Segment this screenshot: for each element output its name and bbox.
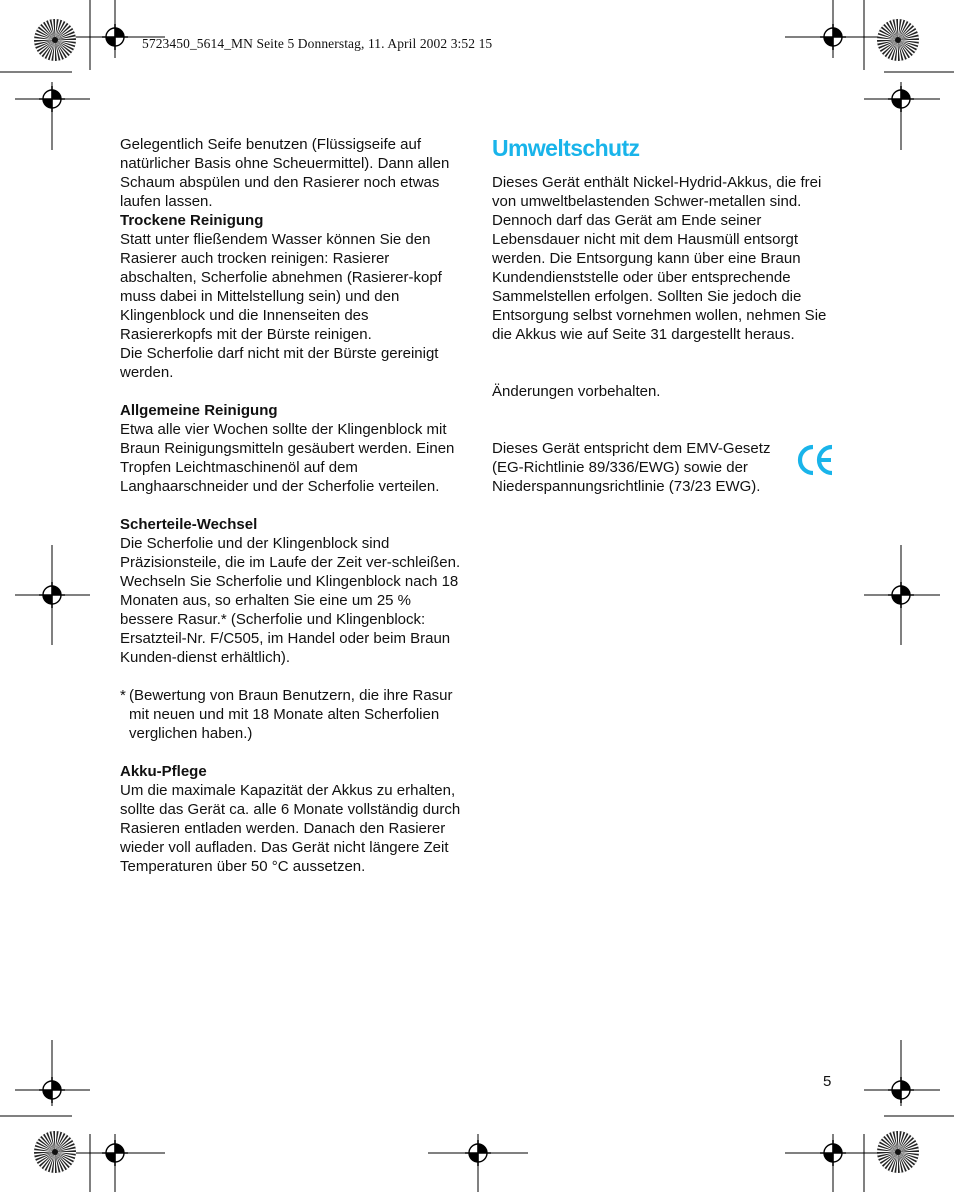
registration-mark-icon xyxy=(820,24,846,50)
dry-cleaning-heading: Trockene Reinigung xyxy=(120,212,264,229)
registration-mark-icon xyxy=(465,1140,491,1166)
print-slug-line: 5723450_5614_MN Seite 5 Donnerstag, 11. April 2002 3:52 15 xyxy=(142,36,493,51)
general-cleaning-section xyxy=(120,401,465,496)
registration-mark-icon xyxy=(102,1140,128,1166)
registration-mark-icon xyxy=(888,582,914,608)
color-wheel-icon xyxy=(34,19,76,61)
battery-care-section xyxy=(120,762,465,876)
registration-mark-icon xyxy=(39,582,65,608)
dry-cleaning-note: Die Scherfolie darf nicht mit der Bürste gereinigt werden. xyxy=(120,345,439,381)
parts-change-heading: Scherteile-Wechsel xyxy=(120,516,258,533)
ce-mark-icon xyxy=(796,443,834,477)
registration-mark-icon xyxy=(39,1077,65,1103)
dry-cleaning-text: Statt unter fließendem Wasser können Sie den Rasierer auch trocken reinigen: Rasierer abschalten, Scherfolie abnehmen (Rasierer-kopf muss dabei in Mittelstellung sein) und den Klingenblock und die Innenseiten des Rasiererkopfs mit der Bürste reinigen. xyxy=(120,231,442,343)
environment-text: Dieses Gerät enthält Nickel-Hydrid-Akkus, die frei von umweltbelastenden Schwer-metallen sind. Dennoch darf das Gerät am Ende seiner Lebensdauer nicht mit dem Hausmüll entsorgt werden. Die Entsorgung kann über eine Braun Kundendienststelle oder über entsprechende Sammelstellen erfolgen. Sollten Sie jedoch die Entsorgung selbst vornehmen wollen, nehmen Sie die Akkus wie auf Seite 31 dargestellt heraus. xyxy=(492,174,827,343)
parts-change-section xyxy=(120,515,465,667)
battery-care-text: Um die maximale Kapazität der Akkus zu erhalten, sollte das Gerät ca. alle 6 Monate vollständig durch Rasieren entladen werden. Danach den Rasierer wieder voll aufladen. Das Gerät nicht längere Zeit Temperaturen über 50 °C aussetzen. xyxy=(120,782,461,875)
registration-mark-icon xyxy=(102,24,128,50)
color-wheel-icon xyxy=(877,1131,919,1173)
registration-mark-icon xyxy=(888,86,914,112)
color-wheel-icon xyxy=(877,19,919,61)
footnote-mark: * xyxy=(120,687,126,704)
changes-note: Änderungen vorbehalten. xyxy=(492,383,661,400)
right-column xyxy=(492,135,842,496)
color-wheel-icon xyxy=(34,1131,76,1173)
page-number: 5 xyxy=(823,1073,832,1090)
footnote-text: (Bewertung von Braun Benutzern, die ihre Rasur mit neuen und mit 18 Monate alten Scherfolien verglichen haben.) xyxy=(129,687,453,742)
intro-paragraph: Gelegentlich Seife benutzen (Flüssigseife auf natürlicher Basis ohne Scheuermittel). Dann allen Schaum abspülen und den Rasierer noch etwas laufen lassen. xyxy=(120,136,450,210)
dry-cleaning-section xyxy=(120,211,465,382)
registration-mark-icon xyxy=(820,1140,846,1166)
battery-care-heading: Akku-Pflege xyxy=(120,763,207,780)
registration-mark-icon xyxy=(888,1077,914,1103)
emv-text: Dieses Gerät entspricht dem EMV-Gesetz (EG-Richtlinie 89/336/EWG) sowie der Niederspannungsrichtlinie (73/23 EWG). xyxy=(492,440,771,495)
parts-change-text: Die Scherfolie und der Klingenblock sind Präzisionsteile, die im Laufe der Zeit ver-schleißen. Wechseln Sie Scherfolie und Klingenblock nach 18 Monaten aus, so erhalten Sie eine um 25 % bessere Rasur.* (Scherfolie und Klingenblock: Ersatzteil-Nr. F/C505, im Handel oder beim Braun Kunden-dienst erhältlich). xyxy=(120,535,461,666)
section-title: Umweltschutz xyxy=(492,135,640,161)
registration-mark-icon xyxy=(39,86,65,112)
general-cleaning-heading: Allgemeine Reinigung xyxy=(120,402,278,419)
emv-compliance xyxy=(492,439,842,496)
footnote xyxy=(120,686,465,743)
general-cleaning-text: Etwa alle vier Wochen sollte der Klingenblock mit Braun Reinigungsmitteln gesäubert werden. Einen Tropfen Leichtmaschinenöl auf dem Langhaarschneider und der Scherfolie verteilen. xyxy=(120,421,455,495)
left-column xyxy=(120,135,465,876)
